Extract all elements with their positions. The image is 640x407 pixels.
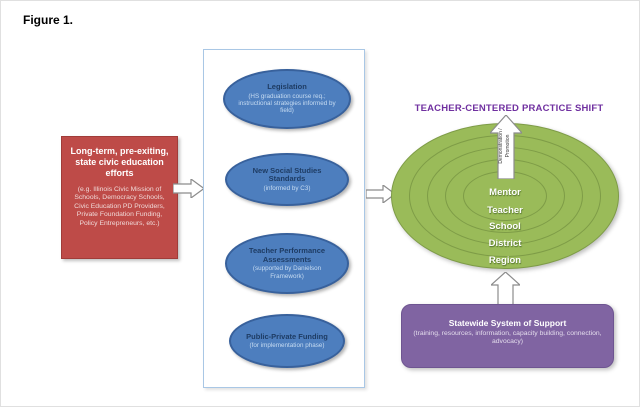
legislation-title: Legislation: [267, 82, 307, 92]
figure-label: Figure 1.: [23, 13, 74, 27]
demonstration-label-line1: Demonstration /: [498, 128, 504, 164]
standards-ellipse: [225, 153, 349, 206]
funding-ellipse: [229, 314, 345, 368]
left-to-pipeline-arrow-icon: [173, 179, 204, 198]
ring-label-region: Region: [488, 255, 522, 266]
legislation-ellipse: [223, 69, 351, 129]
civic-efforts-box: [61, 136, 178, 259]
demonstration-label-line2: Promotion: [504, 134, 511, 158]
civic-efforts-examples: (e.g. Illinois Civic Mission of Schools, Democracy Schools, Civic Education PD Providers, Private Foundation Funding, Policy Entrepreneurs, etc.): [74, 186, 165, 227]
demonstration-promotion-label: [498, 116, 514, 176]
ring-label-mentor: Mentor: [489, 187, 521, 198]
assessments-ellipse: [225, 233, 349, 294]
ring-label-district: District: [488, 238, 522, 249]
legislation-subtitle: (HS graduation course req.; instructional strategies informed by field): [238, 92, 336, 115]
ring-label-teacher: Teacher: [487, 205, 523, 216]
ring-label-school: School: [489, 221, 521, 232]
standards-subtitle: (informed by C3): [263, 184, 311, 192]
standards-title: New Social Studies Standards: [252, 165, 322, 184]
funding-subtitle: (for implementation phase): [249, 342, 325, 350]
statewide-support-subtitle: (training, resources, information, capacity building, connection, advocacy): [413, 330, 602, 346]
funding-title: Public-Private Funding: [246, 331, 328, 341]
practice-shift-title: TEACHER-CENTERED PRACTICE SHIFT: [414, 103, 604, 114]
statewide-support-box: [401, 304, 614, 368]
civic-efforts-title: Long-term, pre-exiting, state civic education efforts: [70, 146, 169, 178]
assessments-subtitle: (supported by Danielson Framework): [252, 265, 322, 280]
statewide-support-title: Statewide System of Support: [448, 318, 567, 328]
assessments-title: Teacher Performance Assessments: [248, 246, 326, 264]
support-to-shift-arrow-icon: [491, 272, 520, 305]
